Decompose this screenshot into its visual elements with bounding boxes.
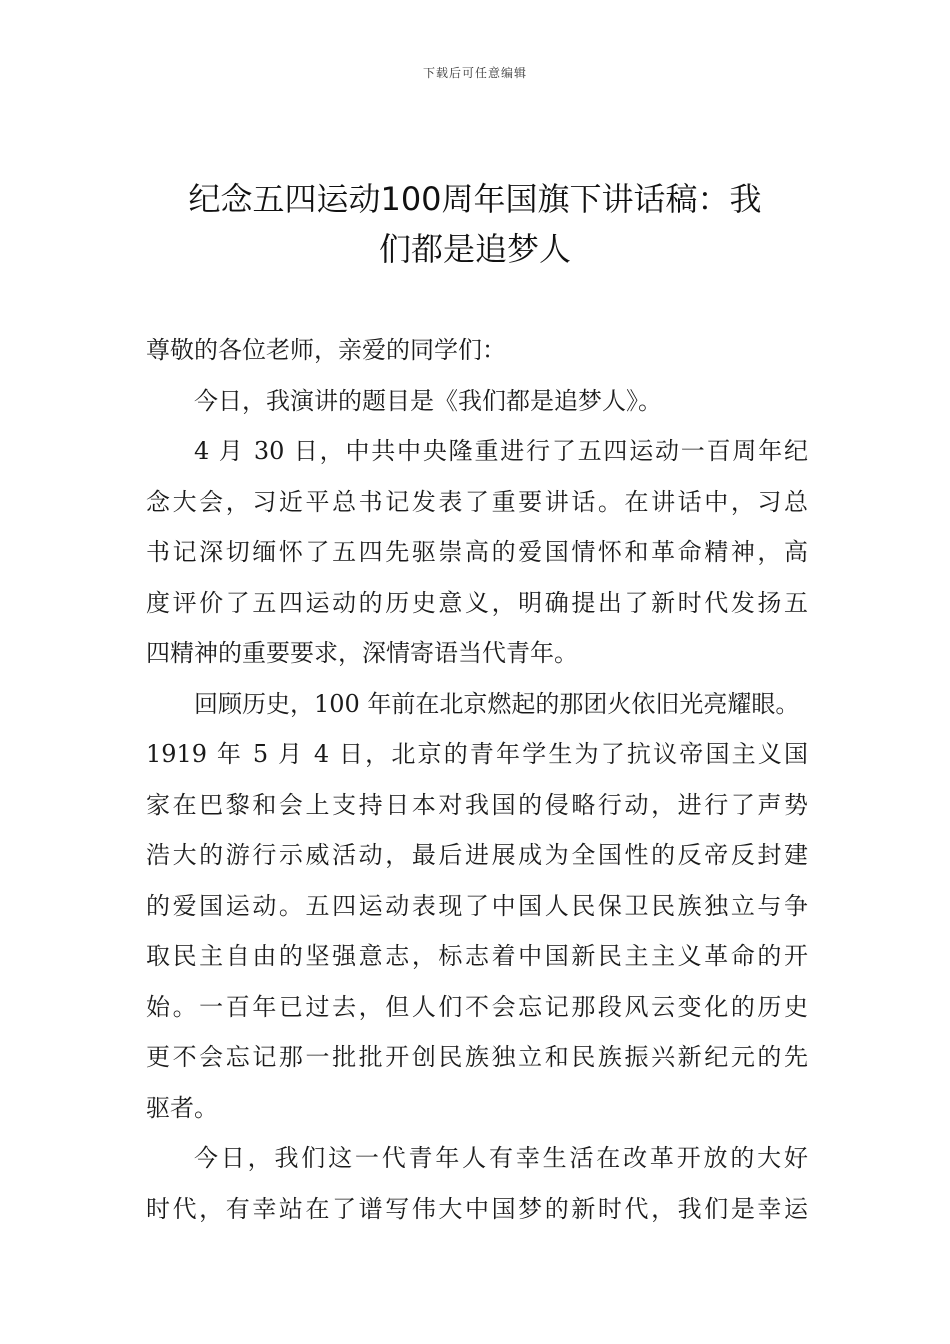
document-title bbox=[130, 174, 820, 274]
paragraph-line: 家在巴黎和会上支持日本对我国的侵略行动，进行了声势 bbox=[146, 790, 808, 819]
paragraph-line: 今日，我演讲的题目是《我们都是追梦人》。 bbox=[194, 386, 662, 415]
paragraph-line: 念大会，习近平总书记发表了重要讲话。在讲话中，习总 bbox=[146, 487, 808, 516]
paragraph-line: 书记深切缅怀了五四先驱崇高的爱国情怀和革命精神，高 bbox=[146, 538, 808, 566]
paragraph-line: 的爱国运动。五四运动表现了中国人民保卫民族独立与争 bbox=[146, 891, 808, 920]
header-note: 下载后可任意编辑 bbox=[422, 66, 527, 80]
title-line-2: 们都是追梦人 bbox=[378, 230, 571, 268]
paragraph-line: 四精神的重要要求，深情寄语当代青年。 bbox=[146, 639, 578, 667]
paragraph-line: 取民主自由的坚强意志，标志着中国新民主主义革命的开 bbox=[146, 942, 808, 970]
title-line-1: 纪念五四运动100周年国旗下讲话稿：我 bbox=[188, 180, 762, 218]
paragraph-line: 浩大的游行示威活动，最后进展成为全国性的反帝反封建 bbox=[146, 841, 808, 869]
paragraph-line: 更不会忘记那一批批开创民族独立和民族振兴新纪元的先 bbox=[146, 1043, 808, 1071]
paragraph-line: 始。一百年已过去，但人们不会忘记那段风云变化的历史 bbox=[146, 992, 808, 1021]
paragraph-line: 1919 年 5 月 4 日，北京的青年学生为了抗议帝国主义国 bbox=[146, 740, 808, 768]
paragraph-line: 今日，我们这一代青年人有幸生活在改革开放的大好 bbox=[194, 1144, 808, 1172]
salutation-line: 尊敬的各位老师，亲爱的同学们： bbox=[146, 336, 506, 364]
speech-body bbox=[146, 325, 808, 1234]
paragraph-line: 驱者。 bbox=[146, 1093, 218, 1122]
paragraph-line: 时代，有幸站在了谱写伟大中国梦的新时代，我们是幸运 bbox=[146, 1194, 808, 1223]
paragraph-line: 回顾历史，100 年前在北京燃起的那团火依旧光亮耀眼。 bbox=[194, 689, 800, 718]
paragraph-line: 4 月 30 日，中共中央隆重进行了五四运动一百周年纪 bbox=[194, 437, 808, 465]
paragraph-line: 度评价了五四运动的历史意义，明确提出了新时代发扬五 bbox=[146, 588, 808, 617]
